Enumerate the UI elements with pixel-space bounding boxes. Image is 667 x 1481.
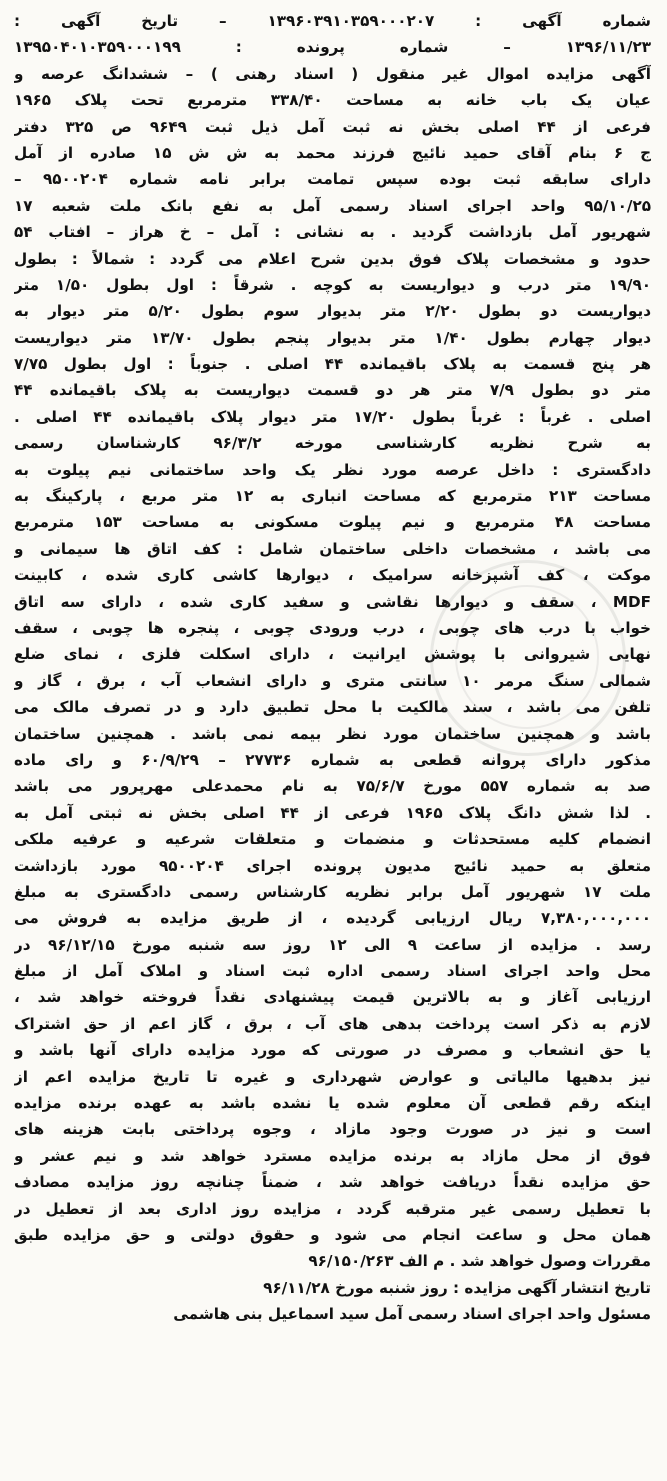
notice-line: باشد و همچنین ساختمان مورد نظر بیمه نمی باشد . همچنین ساختمان xyxy=(14,724,651,743)
notice-line: حق مزایده نقداً دریافت خواهد شد ، ضمناً چنانچه روز مزایده مصادف xyxy=(14,1173,651,1192)
notice-line: آگهی مزایده اموال غیر منقول ( اسناد رهنی ) – ششدانگ عرصه و xyxy=(14,64,651,83)
notice-body xyxy=(14,8,651,1275)
notice-line: لازم به ذکر است پرداخت بدهی های آب ، برق ، گاز اعم از حق اشتراک xyxy=(14,1014,651,1033)
notice-line: صد به شماره ۵۵۷ مورخ ۷۵/۶/۷ به نام محمدعلی مهرپرور می باشد xyxy=(14,777,651,796)
notice-line: اینکه رقم قطعی آن معلوم شده یا نشده باشد به عهده برنده مزایده xyxy=(14,1094,651,1113)
notice-line: شماره آگهی : ۱۳۹۶۰۳۹۱۰۳۵۹۰۰۰۲۰۷ – تاریخ آگهی : xyxy=(14,12,651,30)
notice-line: متر دو بطول ۷/۹ متر هر دو قسمت دیواریست به پلاک باقیمانده ۴۴ xyxy=(14,381,651,400)
notice-line: دارای سابقه ثبت بوده سپس تمامت برابر نامه شماره ۹۵۰۰۲۰۴ – xyxy=(14,170,651,189)
notice-line: دادگستری : داخل عرصه مورد نظر یک واحد ساختمانی نیم پیلوت به xyxy=(14,460,651,479)
notice-line: دیواریست دو بطول ۲/۲۰ متر بدیوار سوم بطول ۵/۲۰ متر دیوار به xyxy=(14,302,651,321)
notice-line: ج ۶ بنام آقای حمید نائیج فرزند محمد به ش ش ۱۵ صادره از آمل xyxy=(14,143,651,162)
publish-date-line: تاریخ انتشار آگهی مزایده : روز شنبه مورخ ۹۶/۱۱/۲۸ xyxy=(263,1278,651,1297)
notice-line: خواب با درب های چوبی ، درب ورودی چوبی ، پنجره ها چوبی ، سقف xyxy=(14,618,651,637)
notice-line: اصلی . غرباً : غرباً بطول ۱۷/۲۰ متر دیوار پلاک باقیمانده ۴۴ اصلی . xyxy=(14,407,651,426)
notice-line: ارزیابی آغاز و به بالاترین قیمت پیشنهادی نقداً فروخته خواهد شد ، xyxy=(14,988,651,1007)
notice-line: موکت ، کف آشپزخانه سرامیک ، دیوارها کاشی کاری شده ، کابینت xyxy=(14,566,651,585)
notice-line: مساحت ۲۱۳ مترمربع که مساحت انباری به ۱۲ متر مربع ، پارکینگ به xyxy=(14,487,651,506)
notice-line: ۱۹/۹۰ متر درب و دیواریست به کوچه . شرقاً : اول بطول ۱/۵۰ متر xyxy=(14,275,651,294)
notice-line: می باشد ، مشخصات داخلی ساختمان شامل : کف اتاق ها سیمانی و xyxy=(14,539,651,558)
notice-line: مقررات وصول خواهد شد . م الف ۹۶/۱۵۰/۲۶۳ xyxy=(308,1252,651,1271)
notice-line: حدود و مشخصات پلاک فوق بدین شرح اعلام می گردد : شمالاً : بطول xyxy=(14,249,651,268)
notice-line: نهایی شیروانی با پوشش ایرانیت ، دارای اسکلت فلزی ، نمای ضلع xyxy=(14,645,651,664)
notice-line: دیوار چهارم بطول ۱/۴۰ متر بدیوار پنجم بطول ۱۳/۷۰ متر دیواریست xyxy=(14,328,651,347)
notice-line: همان محل و ساعت انجام می شود و حقوق دولتی و حق مزایده طبق xyxy=(14,1225,651,1244)
notice-line: عیان یک باب خانه به مساحت ۳۳۸/۴۰ مترمربع تحت پلاک ۱۹۶۵ xyxy=(14,91,651,110)
notice-line: به شرح نظریه کارشناسی مورخه ۹۶/۳/۲ کارشناسان رسمی xyxy=(14,434,651,453)
notice-line: ۱۳۹۶/۱۱/۲۳ – شماره پرونده : ۱۳۹۵۰۴۰۱۰۳۵۹۰۰۰۱۹۹ xyxy=(14,38,651,57)
notice-line: ملت ۱۷ شهریور آمل برابر نظریه کارشناس رسمی دادگستری به مبلغ xyxy=(14,882,651,901)
notice-line: تلفن می باشد ، سند مالکیت با محل تطبیق دارد و در تصرف مالک می xyxy=(14,698,651,717)
notice-line: فوق از محل مازاد به برنده مزایده مسترد خواهد شد و نیم عشر و xyxy=(14,1146,651,1165)
notice-line: محل واحد اجرای اسناد رسمی اداره ثبت اسناد و املاک آمل از مبلغ xyxy=(14,962,651,981)
notice-line: فرعی از ۴۴ اصلی بخش نه ثبت آمل ذیل ثبت ۹۶۴۹ ص ۳۲۵ دفتر xyxy=(14,117,651,136)
notice-line: شمالی سنگ مرمر ۱۰ سانتی متری و دارای انشعاب آب ، برق ، گاز و xyxy=(14,671,651,690)
notice-line: با تعطیل رسمی غیر مترقبه گردد ، مزایده روز اداری بعد از تعطیل در xyxy=(14,1199,651,1218)
notice-line: ۹۵/۱۰/۲۵ واحد اجرای اسناد رسمی آمل به نفع بانک ملت شعبه ۱۷ xyxy=(14,196,651,215)
notice-line: متعلق به حمید نائیج مدیون پرونده اجرای ۹۵۰۰۲۰۴ مورد بازداشت xyxy=(14,856,651,875)
notice-line: . لذا شش دانگ پلاک ۱۹۶۵ فرعی از ۴۴ اصلی بخش نه ثبتی آمل به xyxy=(14,803,651,822)
notice-line: یا حق انشعاب و مصرف در صورتی که مورد مزایده دارای آنها باشد و xyxy=(14,1041,651,1060)
notice-line: ۷,۳۸۰,۰۰۰,۰۰۰ ریال ارزیابی گردیده ، از طریق مزایده به فروش می xyxy=(14,909,651,928)
notice-line: مساحت ۴۸ مترمربع و نیم پیلوت مسکونی به مساحت ۱۵۳ مترمربع xyxy=(14,513,651,532)
notice-line: انضمام کلیه مستحدثات و منضمات و متعلقات شرعیه و عرفیه ملکی xyxy=(14,830,651,849)
notice-line: مذکور دارای پروانه قطعی به شماره ۲۷۷۳۶ – ۶۰/۹/۲۹ و رای ماده xyxy=(14,750,651,769)
notice-line: هر پنج قسمت به پلاک باقیمانده ۴۴ اصلی . جنوباً : اول بطول ۷/۷۵ xyxy=(14,355,651,374)
signature-line: مسئول واحد اجرای اسناد رسمی آمل سید اسماعیل بنی هاشمی xyxy=(173,1305,651,1324)
notice-line: رسد . مزایده از ساعت ۹ الی ۱۲ روز سه شنبه مورخ ۹۶/۱۲/۱۵ در xyxy=(14,935,651,954)
notice-line: است و نیز در صورت وجود مازاد ، وجوه پرداختی بابت هزینه های xyxy=(14,1120,651,1139)
notice-line: MDF ، سقف و دیوارها نقاشی و سفید کاری شده ، دارای سه اتاق xyxy=(14,592,651,611)
notice-line: نیز بدهیها مالیاتی و عوارض شهرداری و غیره تا تاریخ مزایده اعم از xyxy=(14,1067,651,1086)
notice-line: شهریور آمل بازداشت گردید . به نشانی : آمل – خ هراز – افتاب ۵۴ xyxy=(14,223,651,242)
